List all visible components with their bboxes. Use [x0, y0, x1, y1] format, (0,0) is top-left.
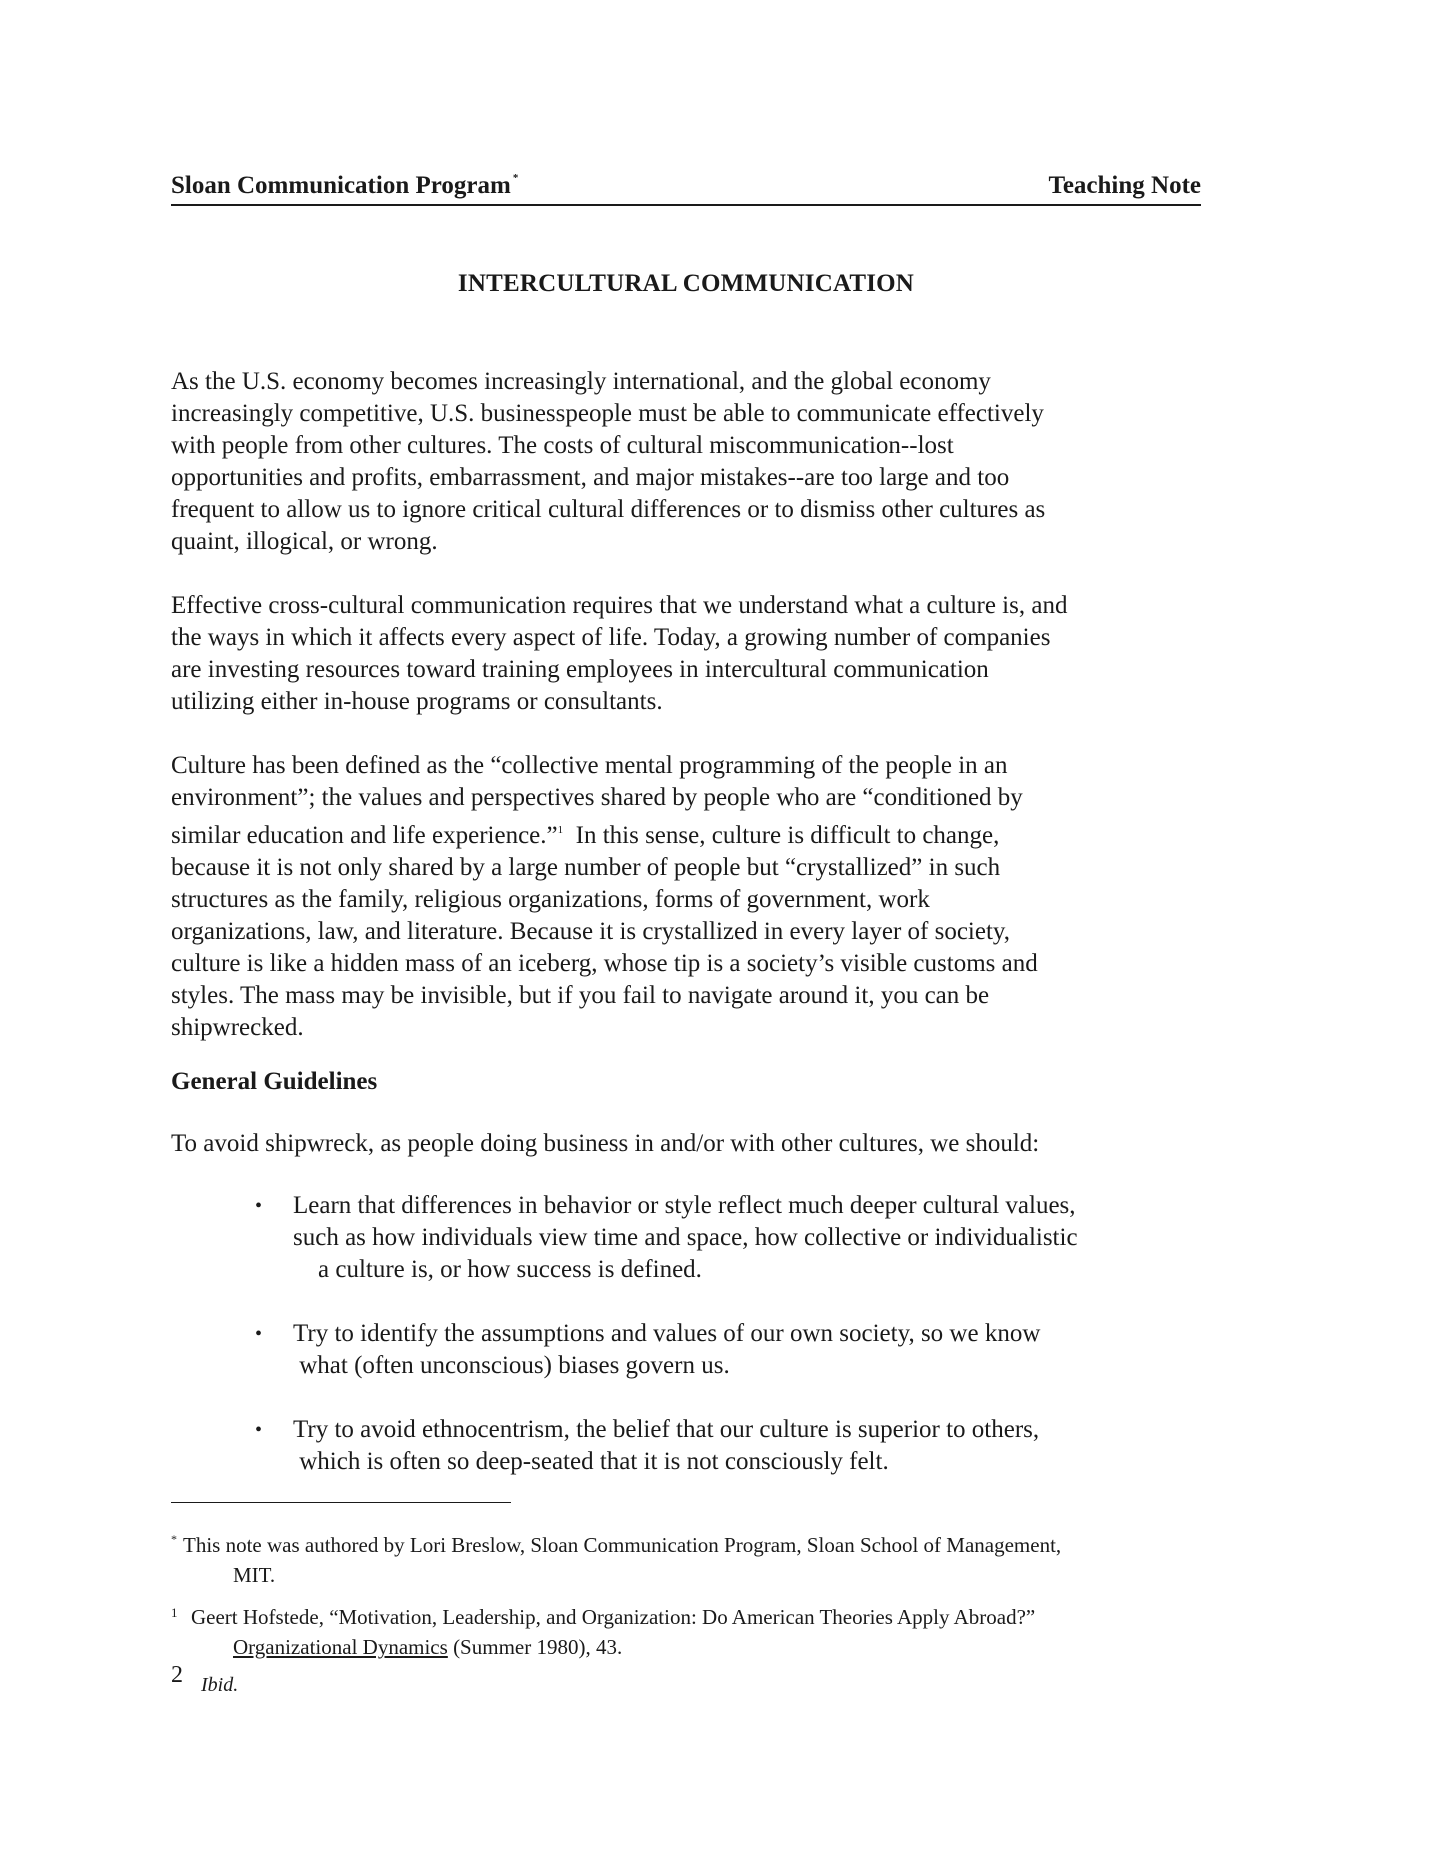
paragraph-cross-cultural: Effective cross-cultural communication requires that we understand what a culture is, and the ways in which it affects every aspect of life. Today, a growing number of companies are investing resources toward training employees in intercultural communication utilizing either in-house programs or consultants. [171, 592, 1068, 715]
footnote-divider [171, 1502, 511, 1503]
footnote-mark: * [171, 1532, 177, 1546]
footnote-ref-star: * [512, 172, 519, 184]
footnote-mark: 1 [171, 1605, 178, 1620]
section-heading: General Guidelines [171, 1068, 378, 1095]
bullet-icon: • [255, 1195, 263, 1217]
page-header [171, 170, 1201, 206]
bullet-icon: • [255, 1323, 263, 1345]
header-program-name: Sloan Communication Program * [171, 172, 519, 199]
document-page: Sloan Communication Program * Teaching Note INTERCULTURAL COMMUNICATION As the U.S. economy becomes increasingly international, and the global economy increasingly competitive, U.S. businesspeople must be able to communicate effectively with people from other cultures. The costs of cultural miscommunication--lost opportunities and profits, embarrassment, and major mistakes--are too large and too frequent to allow us to ignore critical cultural differences or to dismiss other cultures as quaint, illogical, or wrong. Effective cross-cultural communication requires that we understand what a culture is, and the ways in which it affects every aspect of life. Today, a growing number of companies are investing resources toward training employees in intercultural communication utilizing either in-house programs or consultants. Culture has been defined as the “collective mental programming of the people in an environment”; the values and perspectives shared by people who are “conditioned by similar education and life experience.”$^1$ In this sense, culture is difficult to change, because it is not only shared by a large number of people but “crystallized” in such structures as the family, religious organizations, forms of government, work organizations, law, and literature. Because it is crystallized in every layer of society, culture is like a hidden mass of an iceberg, whose tip is a society’s visible customs and styles. The mass may be invisible, but if you fail to navigate around it, you can be shipwrecked. General Guidelines To avoid shipwreck, as people doing business in and/or with other cultures, we should: • Learn that differences in behavior or style reflect much deeper cultural values, such as how individuals view time and space, how collective or individualistic a culture is, or how success is defined. • Try to identify the assumptions and values of our own society, so we know what (often unconscious) biases govern us. • Try to avoid ethnocentrism, the belief that our culture is superior to others, which is often so deep-seated that it is not consciously felt. * This note was authored by Lori Breslow, Sloan Communication Program, Sloan School of Management, MIT. 1 Geert Hofstede, “Motivation, Leadership, and Organization: Do American Theories Apply Abroad?” Organizational Dynamics (Summer 1980), 43. 2 Ibid. [171, 170, 1276, 206]
paragraph-culture-definition: Culture has been defined as the “collective mental programming of the people in an environment”; the values and perspectives shared by people who are “conditioned by similar education and life experience.”$^1$ In this sense, culture is difficult to change, because it is not only shared by a large number of people but “crystallized” in such structures as the family, religious organizations, forms of government, work organizations, law, and literature. Because it is crystallized in every layer of society, culture is like a hidden mass of an iceberg, whose tip is a society’s visible customs and styles. The mass may be invisible, but if you fail to navigate around it, you can be shipwrecked. [171, 752, 1038, 1041]
paragraph-intro: As the U.S. economy becomes increasingly international, and the global economy increasingly competitive, U.S. businesspeople must be able to communicate effectively with people from other cultures. The costs of cultural miscommunication--lost opportunities and profits, embarrassment, and major mistakes--are too large and too frequent to allow us to ignore critical cultural differences or to dismiss other cultures as quaint, illogical, or wrong. [171, 368, 1046, 555]
footnote-text: Ibid. [201, 1674, 239, 1696]
footnote-ref-1: 1 [557, 824, 564, 836]
header-note-type: Teaching Note [1048, 172, 1201, 199]
guidelines-intro: To avoid shipwreck, as people doing business in and/or with other cultures, we should: [171, 1130, 1040, 1157]
footnote-mark: 2 [171, 1662, 183, 1688]
document-title: INTERCULTURAL COMMUNICATION [457, 270, 915, 297]
journal-title: Organizational Dynamics [233, 1635, 448, 1659]
bullet-icon: • [255, 1419, 263, 1441]
